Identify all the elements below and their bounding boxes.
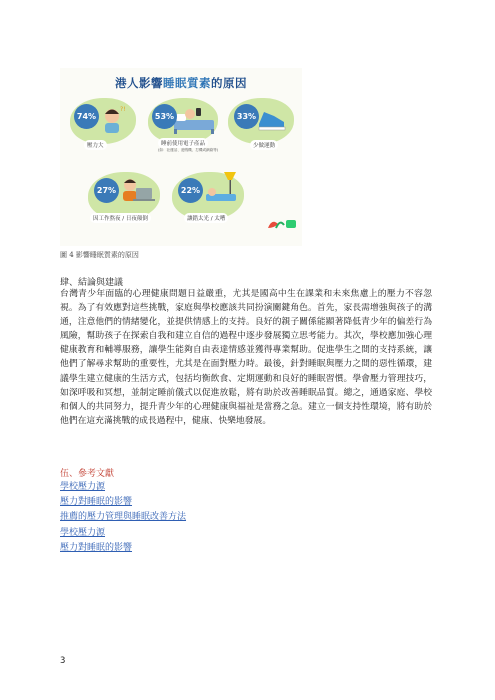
section-title-conclusion: 肆、結論與建議 [60, 278, 124, 288]
infographic-title [60, 75, 302, 91]
reference-link-school-stressors[interactable]: 學校壓力源 [60, 482, 106, 492]
stat-electronics-note: (如：社運活、遊戲機、打機或網絡等) [158, 148, 219, 152]
conclusion-paragraph: 台灣青少年面臨的心理健康問題日益嚴重，尤其是國高中生在課業和未來焦慮上的壓力不容忽視。為了有效應對這些挑戰，家庭與學校應該共同扮演關鍵角色。首先，家長需增強與孩子的溝通，注意他們的情緒變化，並提供情感上的支持。良好的親子關係能顯著降低青少年的偏差行為風險，幫助孩子在探索自我和建立自信的過程中逐步發展獨立思考能力。其次，學校應加強心理健康教育和輔導服務，讓學生能夠自由表達情感並獲得專業幫助。促進學生之間的支持系統，讓他們了解尋求幫助的重要性，尤其是在面對壓力時。最後，針對睡眠與壓力之間的惡性循環，建議學生建立健康的生活方式，包括均衡飲食、定期運動和良好的睡眠習慣。學會壓力管理技巧，如深呼吸和冥想，並制定睡前儀式以促進放鬆，將有助於改善睡眠品質。總之，通過家庭、學校和個人的共同努力，提升青少年的心理健康與福祉是當務之急。建立一個支持性環境，將有助於他們在這充滿挑戰的成長過程中，健康、快樂地發展。 [60, 289, 432, 426]
reference-item [60, 526, 186, 541]
section-title-references: 伍、參考文獻 [60, 469, 115, 479]
stat-light-noise-label: 讓錯太光 / 太嘈 [184, 213, 228, 223]
reference-link-school-stressors-2[interactable]: 學校壓力源 [60, 527, 106, 538]
stat-exercise-label: 少做運動 [250, 140, 278, 150]
infographic-title-highlight: 睡眠質素 [163, 76, 211, 90]
reference-list [60, 480, 186, 556]
bed-phone-illustration [172, 102, 216, 136]
stat-electronics-percent: 53% [152, 104, 177, 129]
svg-text:?!: ?! [120, 106, 126, 113]
reference-link-stress-management[interactable]: 推薦的壓力管理與睡眠改善方法 [60, 512, 187, 523]
working-laptop-illustration [116, 174, 158, 208]
stat-work-late-percent: 27% [94, 178, 119, 203]
reference-link-stress-sleep-2[interactable]: 壓力對睡眠的影響 [60, 542, 133, 553]
reference-link-stress-sleep[interactable]: 壓力對睡眠的影響 [60, 497, 133, 508]
sneaker-illustration [256, 104, 288, 134]
sleep-quality-infographic [60, 68, 302, 246]
infographic-title-suffix: 的原因 [211, 76, 247, 90]
stat-electronics-label: 睡前使用電子產品 [158, 138, 208, 148]
stat-stress-percent: 74% [74, 104, 99, 129]
reference-item [60, 510, 186, 525]
organisation-logo-marks [266, 216, 298, 232]
stressed-person-illustration [96, 102, 132, 136]
reference-item [60, 495, 186, 510]
stat-light-noise-percent: 22% [178, 178, 203, 203]
stat-exercise-percent: 33% [234, 104, 259, 129]
figure-caption: 圖 4 影響睡眠質素的原因 [60, 251, 139, 259]
page-number: 3 [60, 656, 66, 666]
reference-item [60, 480, 186, 495]
reference-item [60, 541, 186, 556]
infographic-title-prefix: 港人影響 [115, 76, 163, 90]
stat-work-late-label: 因工作熬夜 / 日夜顛倒 [90, 213, 151, 223]
lamp-bed-illustration [202, 168, 244, 208]
stat-stress-label: 壓力大 [84, 140, 107, 150]
